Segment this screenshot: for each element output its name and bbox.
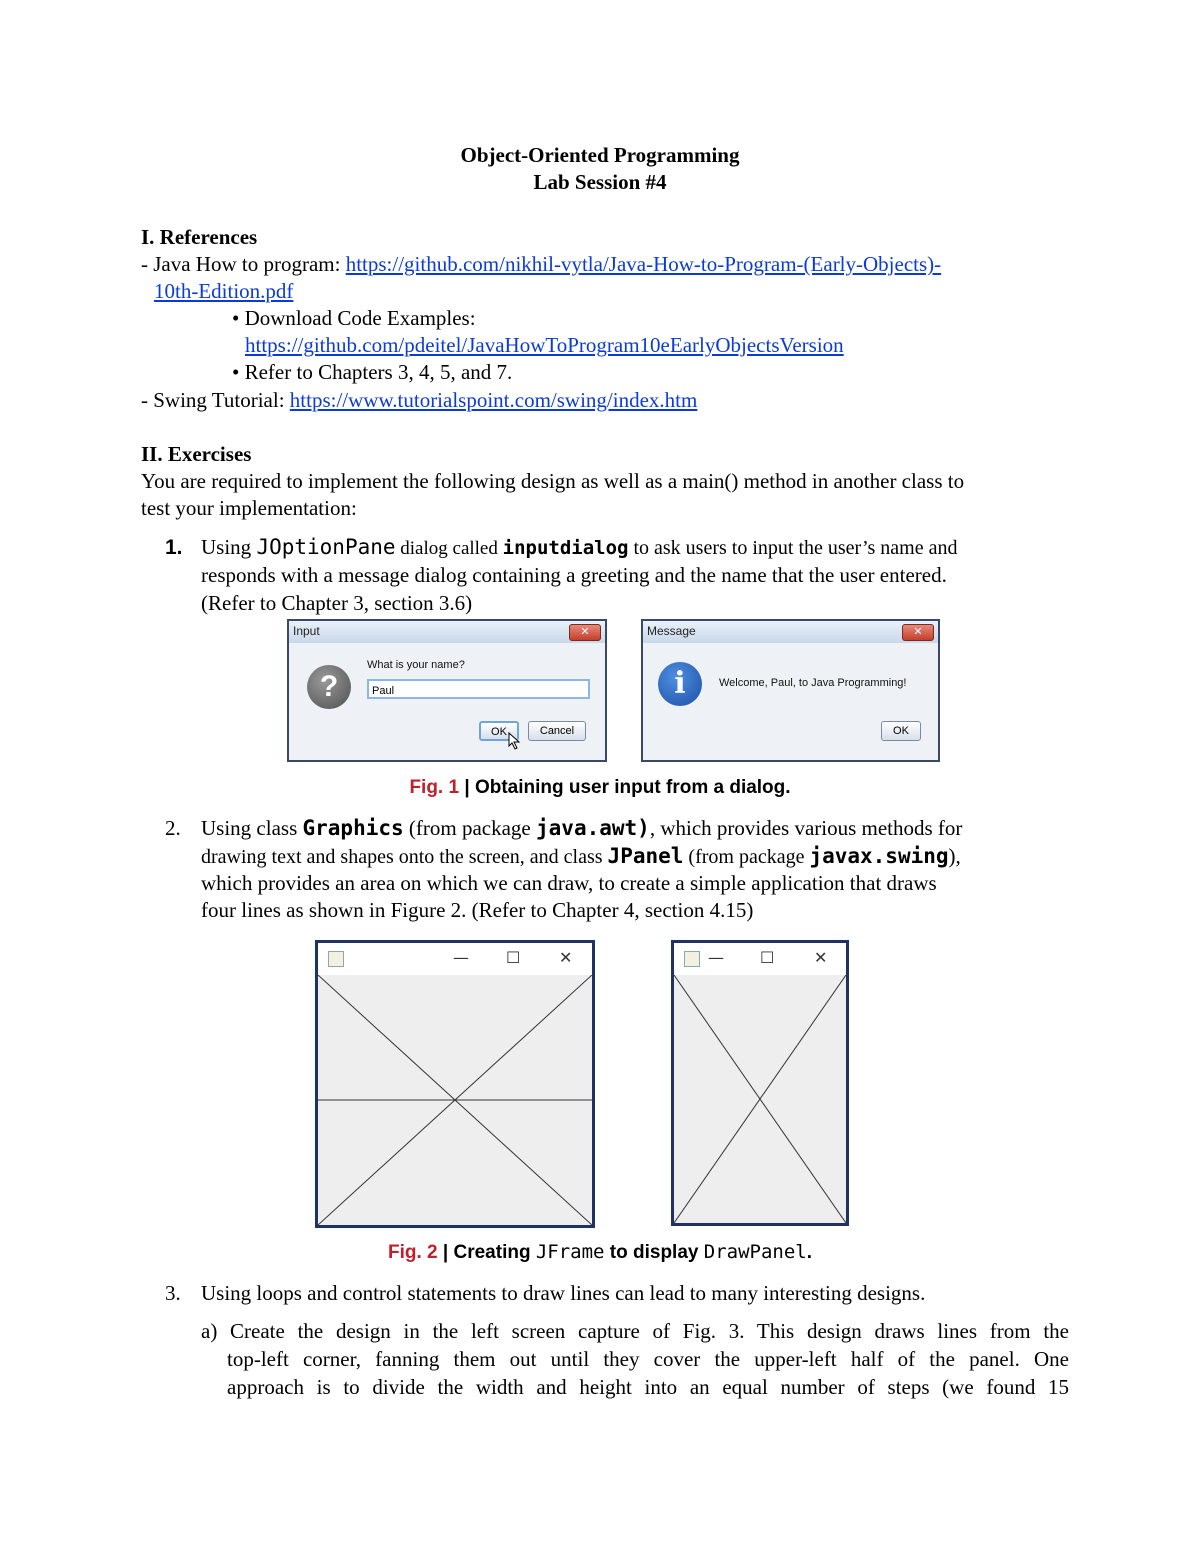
fig2-label: Fig. 2	[388, 1242, 438, 1263]
swing-tutorial-link[interactable]: https://www.tutorialspoint.com/swing/index.htm	[289, 388, 698, 412]
exercise-2-line-1	[201, 815, 962, 842]
close-icon[interactable]: ✕	[559, 948, 573, 967]
text: dialog called	[395, 538, 503, 559]
minimize-icon[interactable]: —	[453, 948, 469, 967]
greeting-message: Welcome, Paul, to Java Programming!	[719, 677, 907, 689]
fig1-caption	[0, 775, 1200, 801]
exercise-1-line-1	[201, 534, 957, 562]
message-dialog-title: Message	[647, 624, 696, 638]
text: to display	[604, 1242, 704, 1263]
text: ),	[948, 844, 961, 868]
exercise-3a-line-3: approach is to divide the width and height into an equal number of steps (we found 15	[227, 1375, 1069, 1399]
exercises-heading: II. Exercises	[141, 442, 252, 466]
name-input[interactable]: Paul	[367, 679, 590, 699]
download-label: • Download Code Examples:	[232, 306, 476, 330]
exercise-2-line-2	[201, 843, 961, 871]
draw-panel-narrow	[674, 975, 846, 1223]
exercise-1-line-3: (Refer to Chapter 3, section 3.6)	[201, 591, 473, 615]
download-code-link[interactable]: https://github.com/pdeitel/JavaHowToProgram10eEarlyObjectsVersion	[245, 333, 844, 357]
jframe-narrow	[671, 940, 849, 1226]
text: .	[806, 1242, 812, 1263]
exercise-3a-line-1: a) Create the design in the left screen capture of Fig. 3. This design draws lines from the	[201, 1319, 1069, 1343]
cancel-button[interactable]: Cancel	[528, 721, 586, 741]
message-ok-button[interactable]: OK	[881, 721, 921, 741]
jframe-code: JFrame	[535, 1241, 605, 1263]
exercise-3-number: 3.	[165, 1281, 181, 1305]
input-dialog-titlebar	[289, 621, 605, 644]
draw-panel-narrow-lines	[674, 975, 846, 1223]
close-icon[interactable]: ✕	[814, 948, 828, 967]
maximize-icon[interactable]: ☐	[760, 948, 775, 967]
java-icon	[684, 951, 700, 967]
input-dialog-body	[289, 643, 605, 760]
text: Using	[201, 535, 257, 559]
javax-swing-code: javax.swing	[809, 844, 949, 868]
jpanel-code: JPanel	[607, 844, 684, 868]
jframe-wide	[315, 940, 595, 1228]
message-dialog-body	[643, 643, 938, 760]
question-icon: ?	[307, 665, 351, 709]
exercise-2-line-3: which provides an area on which we can draw, to create a simple application that draws	[201, 871, 937, 895]
text: (from package	[683, 846, 810, 868]
text: (from package	[403, 816, 537, 840]
exercise-1-line-2: responds with a message dialog containing a greeting and the name that the user entered.	[201, 563, 947, 587]
separator: |	[459, 777, 475, 798]
text: , which provides various methods for	[649, 816, 963, 840]
fig1-caption-text: Obtaining user input from a dialog.	[474, 777, 791, 798]
text: Using class	[201, 816, 303, 840]
java-icon	[328, 951, 344, 967]
draw-panel-wide	[318, 975, 592, 1225]
joptionpane-code: JOptionPane	[256, 535, 396, 559]
minimize-icon[interactable]: —	[708, 948, 724, 967]
page-title: Object-Oriented Programming	[460, 143, 740, 167]
exercise-3a-line-2: top-left corner, fanning them out until they cover the upper-left half of the panel. One	[227, 1347, 1069, 1371]
inputdialog-code: inputdialog	[502, 537, 629, 559]
refer-chapters: • Refer to Chapters 3, 4, 5, and 7.	[232, 360, 513, 384]
cursor-icon	[508, 732, 522, 750]
jframe-wide-titlebar	[318, 943, 592, 975]
swing-reference-prefix: - Swing Tutorial:	[141, 388, 290, 412]
java-reference	[141, 251, 941, 278]
references-heading: I. References	[141, 225, 258, 249]
java-reference-prefix: - Java How to program:	[141, 252, 346, 276]
java-awt-code: java.awt)	[536, 816, 650, 840]
fig2-caption	[0, 1239, 1200, 1266]
maximize-icon[interactable]: ☐	[506, 948, 521, 967]
message-dialog-titlebar	[643, 621, 938, 644]
exercise-2-line-4: four lines as shown in Figure 2. (Refer to Chapter 4, section 4.15)	[201, 898, 754, 922]
java-reference-cont	[154, 278, 293, 305]
swing-reference	[141, 387, 697, 414]
draw-panel-lines	[318, 975, 592, 1225]
java-book-link[interactable]: https://github.com/nikhil-vytla/Java-How-to-Program-(Early-Objects)-	[345, 252, 942, 276]
java-book-link-cont[interactable]: 10th-Edition.pdf	[154, 279, 294, 303]
exercise-2-number: 2.	[165, 816, 181, 840]
close-icon[interactable]: ✕	[569, 624, 601, 641]
download-link-line	[245, 332, 844, 359]
exercise-1-number: 1.	[165, 536, 183, 559]
information-icon: i	[658, 662, 702, 706]
name-prompt: What is your name?	[367, 659, 465, 671]
exercises-intro-1: You are required to implement the following design as well as a main() method in another class to	[141, 469, 965, 493]
graphics-code: Graphics	[302, 816, 404, 840]
text: Creating	[453, 1242, 536, 1263]
drawpanel-code: DrawPanel	[703, 1241, 807, 1263]
exercise-3-line-1: Using loops and control statements to draw lines can lead to many interesting designs.	[201, 1281, 926, 1305]
ok-button[interactable]: OK	[479, 721, 519, 741]
separator: |	[437, 1242, 454, 1263]
fig1-label: Fig. 1	[409, 777, 460, 798]
exercises-intro-2: test your implementation:	[141, 496, 357, 520]
text: to ask users to input the user’s name and	[628, 537, 958, 559]
input-dialog-title: Input	[293, 624, 320, 638]
input-dialog	[287, 619, 607, 762]
message-dialog	[641, 619, 940, 762]
text: drawing text and shapes onto the screen, and class	[201, 846, 608, 868]
jframe-narrow-titlebar	[674, 943, 846, 975]
close-icon[interactable]: ✕	[902, 624, 934, 641]
page-subtitle: Lab Session #4	[533, 170, 667, 194]
